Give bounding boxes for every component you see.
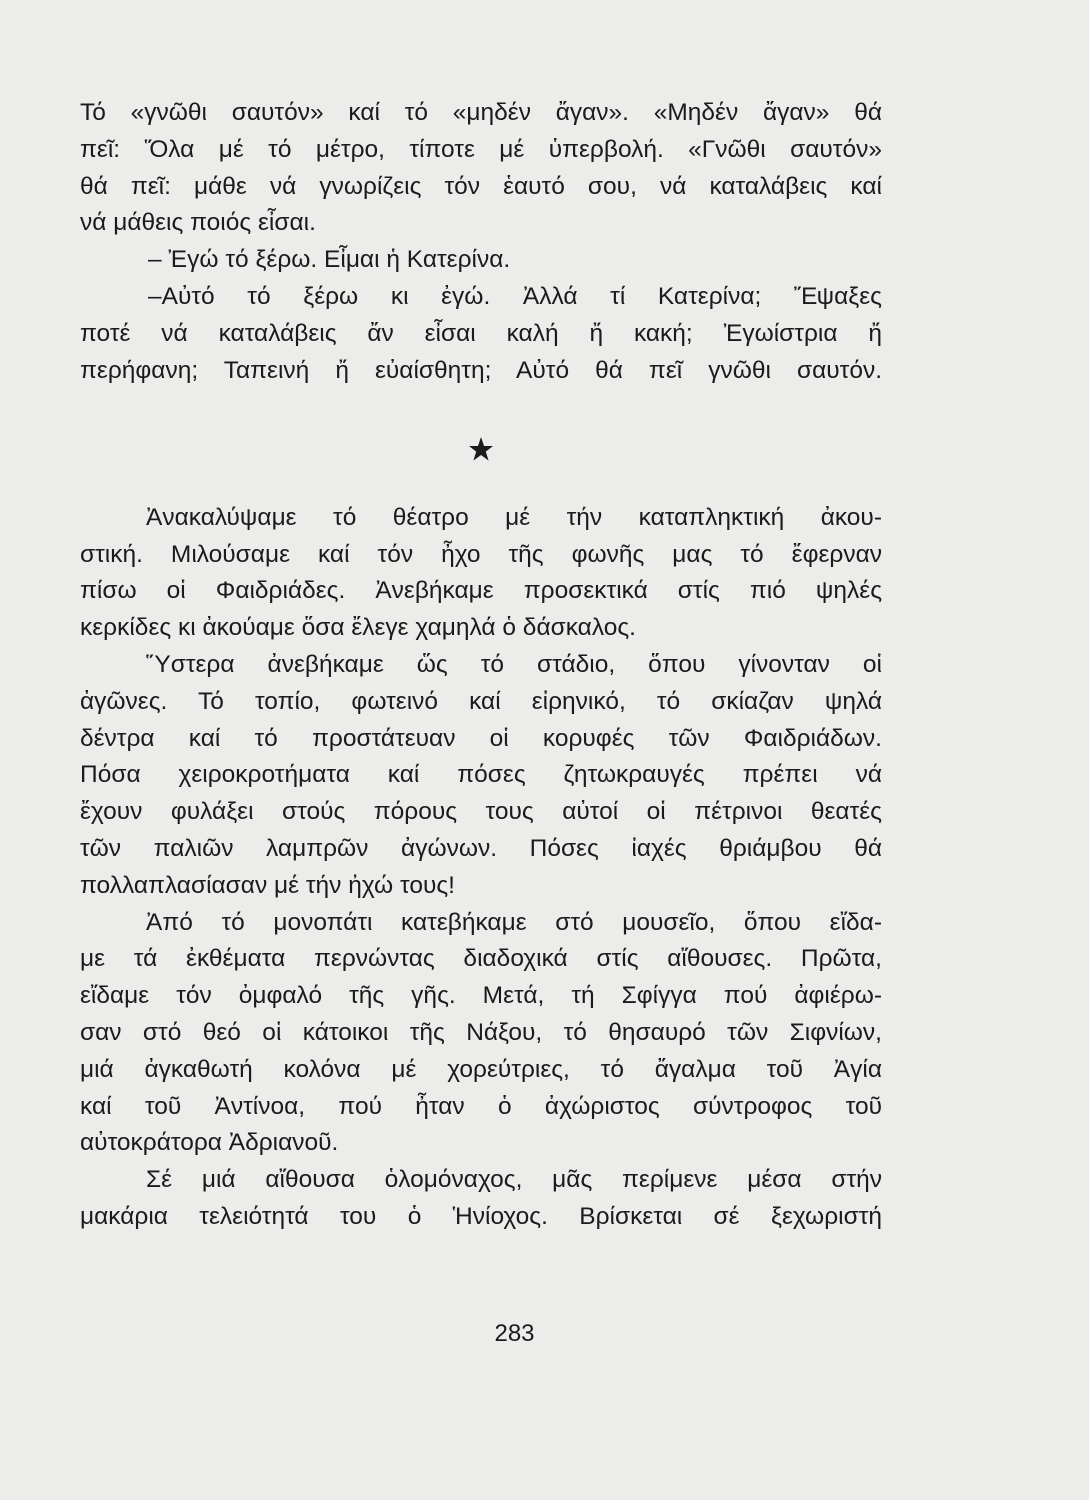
text-line: ἀγῶνες. Τό τοπίο, φωτεινό καί εἰρηνικό, τό σκίαζαν ψηλά: [80, 687, 882, 715]
section-gap: [80, 463, 882, 500]
body-text: [80, 95, 882, 1236]
text-line: πεῖ: Ὅλα μέ τό μέτρο, τίποτε μέ ὑπερβολή. «Γνῶθι σαυτόν»: [80, 135, 882, 163]
text-line: μιά ἀγκαθωτή κολόνα μέ χορεύτριες, τό ἄγαλμα τοῦ Ἀγία: [80, 1055, 882, 1083]
star-icon: [468, 436, 494, 462]
text-line: Ὕστερα ἀνεβήκαμε ὥς τό στάδιο, ὅπου γίνονταν οἱ: [146, 650, 882, 678]
text-line: θά πεῖ: μάθε νά γνωρίζεις τόν ἑαυτό σου, νά καταλάβεις καί: [80, 172, 882, 200]
text-line: Σέ μιά αἴθουσα ὁλομόναχος, μᾶς περίμενε μέσα στήν: [146, 1166, 882, 1194]
text-line: Ἀπό τό μονοπάτι κατεβήκαμε στό μουσεῖο, ὅπου εἴδα-: [146, 908, 882, 936]
text-line: Ἀνακαλύψαμε τό θέατρο μέ τήν καταπληκτική ἀκου-: [146, 503, 882, 531]
text-line: νά μάθεις ποιός εἶσαι.: [80, 209, 316, 237]
page-number-text: 283: [494, 1320, 535, 1347]
text-line: στική. Μιλούσαμε καί τόν ἦχο τῆς φωνῆς μας τό ἔφερναν: [80, 540, 882, 568]
text-line: τῶν παλιῶν λαμπρῶν ἀγώνων. Πόσες ἰαχές θριάμβου θά: [80, 834, 882, 862]
text-line: εἴδαμε τόν ὀμφαλό τῆς γῆς. Μετά, τή Σφίγγα πού ἀφιέρω-: [80, 982, 882, 1010]
text-line: πολλαπλασίασαν μέ τήν ἠχώ τους!: [80, 871, 455, 899]
text-line: κερκίδες κι ἀκούαμε ὅσα ἔλεγε χαμηλά ὁ δάσκαλος.: [80, 614, 636, 642]
text-line: καί τοῦ Ἀντίνοα, πού ἦταν ὁ ἀχώριστος σύντροφος τοῦ: [80, 1092, 882, 1120]
text-line: με τά ἐκθέματα περνώντας διαδοχικά στίς αἴθουσες. Πρῶτα,: [80, 945, 882, 973]
section-gap: [80, 389, 882, 426]
text-line: περήφανη; Ταπεινή ἤ εὐαίσθητη; Αὐτό θά πεῖ γνῶθι σαυτόν.: [80, 356, 882, 384]
text-line: μακάρια τελειότητά του ὁ Ἡνίοχος. Βρίσκεται σέ ξεχωριστή: [80, 1202, 882, 1230]
dialogue-line: – Ἐγώ τό ξέρω. Εἶμαι ἡ Κατερίνα.: [148, 246, 511, 274]
dialogue-line: –Αὐτό τό ξέρω κι ἐγώ. Ἀλλά τί Κατερίνα; Ἔψαξες: [148, 282, 882, 310]
text-line: αὐτοκράτορα Ἀδριανοῦ.: [80, 1129, 339, 1157]
page-number: [0, 1320, 1059, 1348]
text-line: πίσω οἱ Φαιδριάδες. Ἀνεβήκαμε προσεκτικά στίς πιό ψηλές: [80, 577, 882, 605]
text-line: ἔχουν φυλάξει στούς πόρους τους αὐτοί οἱ πέτρινοι θεατές: [80, 798, 882, 826]
text-line: σαν στό θεό οἱ κάτοικοι τῆς Νάξου, τό θησαυρό τῶν Σιφνίων,: [80, 1018, 882, 1046]
text-line: ποτέ νά καταλάβεις ἄν εἶσαι καλή ἤ κακή; Ἐγωίστρια ἤ: [80, 319, 882, 347]
text-line: Τό «γνῶθι σαυτόν» καί τό «μηδέν ἄγαν». «Μηδέν ἄγαν» θά: [80, 99, 882, 126]
text-line: δέντρα καί τό προστάτευαν οἱ κορυφές τῶν Φαιδριάδων.: [80, 724, 882, 752]
text-line: Πόσα χειροκροτήματα καί πόσες ζητωκραυγές πρέπει νά: [80, 761, 882, 789]
